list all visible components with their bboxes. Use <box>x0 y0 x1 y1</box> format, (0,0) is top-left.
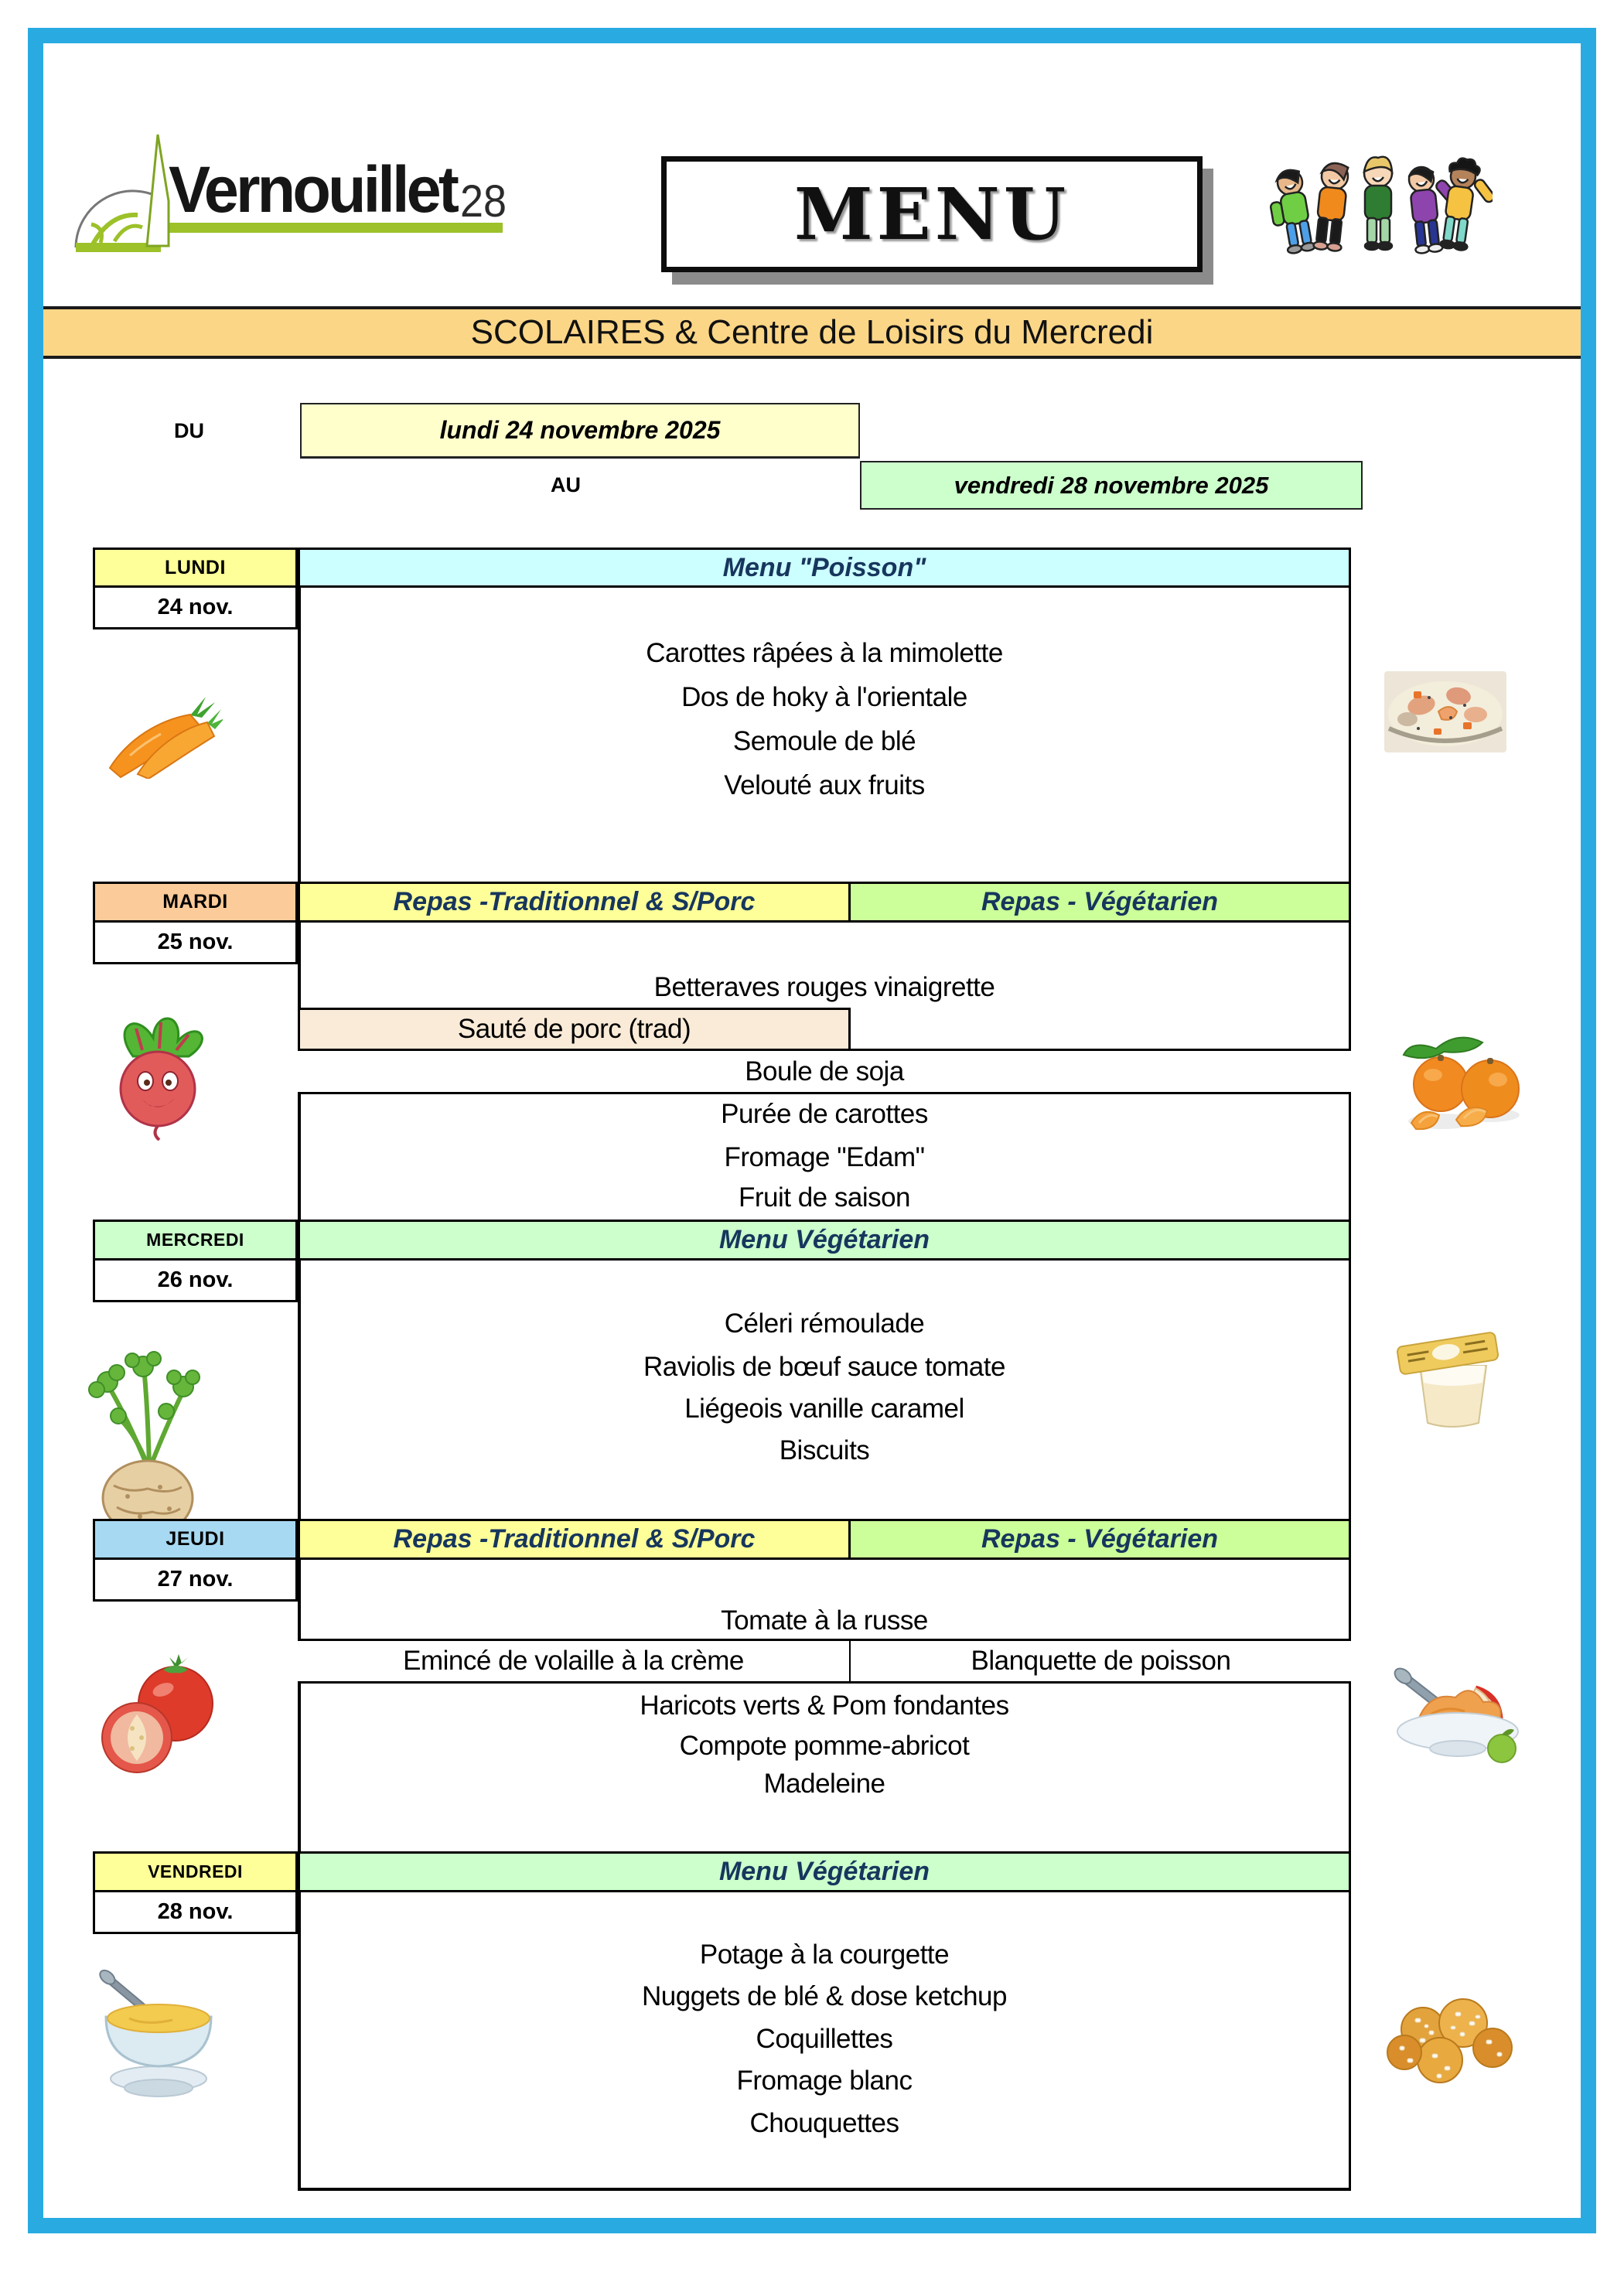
day-label-mercredi <box>93 1220 298 1261</box>
day-date-text: 28 nov. <box>157 1899 234 1924</box>
veg-dish-row <box>298 1049 1351 1094</box>
day-banner-text: Repas -Traditionnel & S/Porc <box>393 887 756 916</box>
table-bottom-border <box>298 2188 1351 2191</box>
day-date-lundi <box>93 585 298 629</box>
menu-item: Potage à la courgette <box>699 1939 950 1970</box>
menu-item: Velouté aux fruits <box>724 770 925 800</box>
day-banner-jeudi-trad <box>298 1519 851 1560</box>
menu-title-box <box>661 156 1203 272</box>
du-label: DU <box>174 419 204 442</box>
day-banner-text: Repas - Végétarien <box>981 1524 1219 1554</box>
day-label-jeudi <box>93 1519 298 1560</box>
menu-item: Betteraves rouges vinaigrette <box>653 972 995 1002</box>
day-date-text: 26 nov. <box>157 1267 234 1292</box>
day-banner-text: Menu Végétarien <box>718 1857 930 1886</box>
veg-dish-text: Blanquette de poisson <box>971 1646 1231 1676</box>
day-label-text: VENDREDI <box>148 1861 243 1881</box>
menu-item: Semoule de blé <box>732 726 916 756</box>
trad-dish-cell <box>298 1641 851 1681</box>
veg-dish-text: Boule de soja <box>745 1056 904 1087</box>
day-date-jeudi <box>93 1557 298 1602</box>
menu-item: Liégeois vanille caramel <box>684 1394 964 1424</box>
day-banner-mardi-trad <box>298 882 851 923</box>
au-label: AU <box>551 473 581 496</box>
day-banner-text: Repas - Végétarien <box>981 887 1219 916</box>
date-to-box <box>860 461 1363 510</box>
day-label-mardi <box>93 882 298 923</box>
date-from: lundi 24 novembre 2025 <box>439 416 721 444</box>
logo-text: Vernouillet <box>169 153 459 226</box>
menu-item: Fromage blanc <box>736 2066 913 2096</box>
day-date-text: 25 nov. <box>157 930 234 954</box>
beet-icon <box>85 1005 224 1141</box>
menu-item: Biscuits <box>779 1435 870 1465</box>
menu-item: Compote pomme-abricot <box>679 1731 970 1761</box>
menu-item: Tomate à la russe <box>721 1605 928 1636</box>
day-banner-lundi <box>298 548 1351 588</box>
day-label-text: MERCREDI <box>146 1230 244 1250</box>
day-label-text: MARDI <box>162 891 228 913</box>
menu-item: Nuggets de blé & dose ketchup <box>642 1981 1007 2011</box>
trad-dish-box <box>298 1008 851 1051</box>
clementines-icon <box>1396 1029 1531 1145</box>
day-banner-text: Repas -Traditionnel & S/Porc <box>393 1524 756 1554</box>
menu-item: Madeleine <box>763 1769 885 1799</box>
day-label-lundi <box>93 548 298 588</box>
title-banner <box>43 306 1581 359</box>
table-right-border <box>1349 548 1351 2191</box>
menu-item: Dos de hoky à l'orientale <box>681 682 967 712</box>
day-banner-mercredi <box>298 1220 1351 1261</box>
trad-dish-text: Sauté de porc (trad) <box>457 1014 691 1044</box>
day-label-vendredi <box>93 1851 298 1892</box>
compote-bowl-icon <box>1384 1659 1535 1767</box>
logo-dept: 28 <box>460 176 507 227</box>
fish-stew-icon <box>1384 671 1506 752</box>
day-banner-vendredi <box>298 1851 1351 1892</box>
carrots-icon <box>99 692 223 779</box>
menu-item: Chouquettes <box>749 2108 899 2138</box>
day-date-vendredi <box>93 1890 298 1934</box>
day-banner-text: Menu "Poisson" <box>722 552 926 582</box>
day-banner-jeudi-veg <box>848 1519 1351 1560</box>
chouquettes-icon <box>1384 1995 1523 2096</box>
tomatoes-icon <box>89 1651 228 1779</box>
trad-dish-text: Emincé de volaille à la crème <box>403 1646 744 1676</box>
split-dish-row <box>298 1639 1351 1684</box>
menu-title: MENU <box>793 172 1070 256</box>
day-date-text: 24 nov. <box>157 595 234 619</box>
date-to: vendredi 28 novembre 2025 <box>954 471 1269 499</box>
menu-item: Carottes râpées à la mimolette <box>646 638 1003 668</box>
kids-icon <box>1261 122 1493 277</box>
celeriac-icon <box>73 1349 224 1539</box>
menu-item: Raviolis de bœuf sauce tomate <box>643 1352 1005 1382</box>
menu-item: Haricots verts & Pom fondantes <box>640 1690 1009 1721</box>
menu-item: Coquillettes <box>756 2024 893 2054</box>
day-label-text: LUNDI <box>165 556 226 578</box>
cream-dessert-cup-icon <box>1392 1332 1512 1432</box>
vernouillet-logo <box>70 130 518 277</box>
day-date-text: 27 nov. <box>157 1567 234 1592</box>
day-date-mardi <box>93 920 298 964</box>
day-banner-text: Menu Végétarien <box>718 1225 930 1254</box>
menu-item: Fruit de saison <box>738 1182 911 1213</box>
menu-item: Fromage "Edam" <box>724 1142 925 1172</box>
day-date-mercredi <box>93 1258 298 1302</box>
menu-item: Céleri rémoulade <box>724 1308 925 1339</box>
soup-icon <box>81 1964 236 2107</box>
menu-item: Purée de carottes <box>721 1099 928 1129</box>
day-label-text: JEUDI <box>165 1528 225 1550</box>
date-from-box <box>300 403 860 459</box>
title-banner-text: SCOLAIRES & Centre de Loisirs du Mercredi <box>470 313 1154 351</box>
day-banner-mardi-veg <box>848 882 1351 923</box>
veg-dish-cell <box>851 1641 1351 1681</box>
